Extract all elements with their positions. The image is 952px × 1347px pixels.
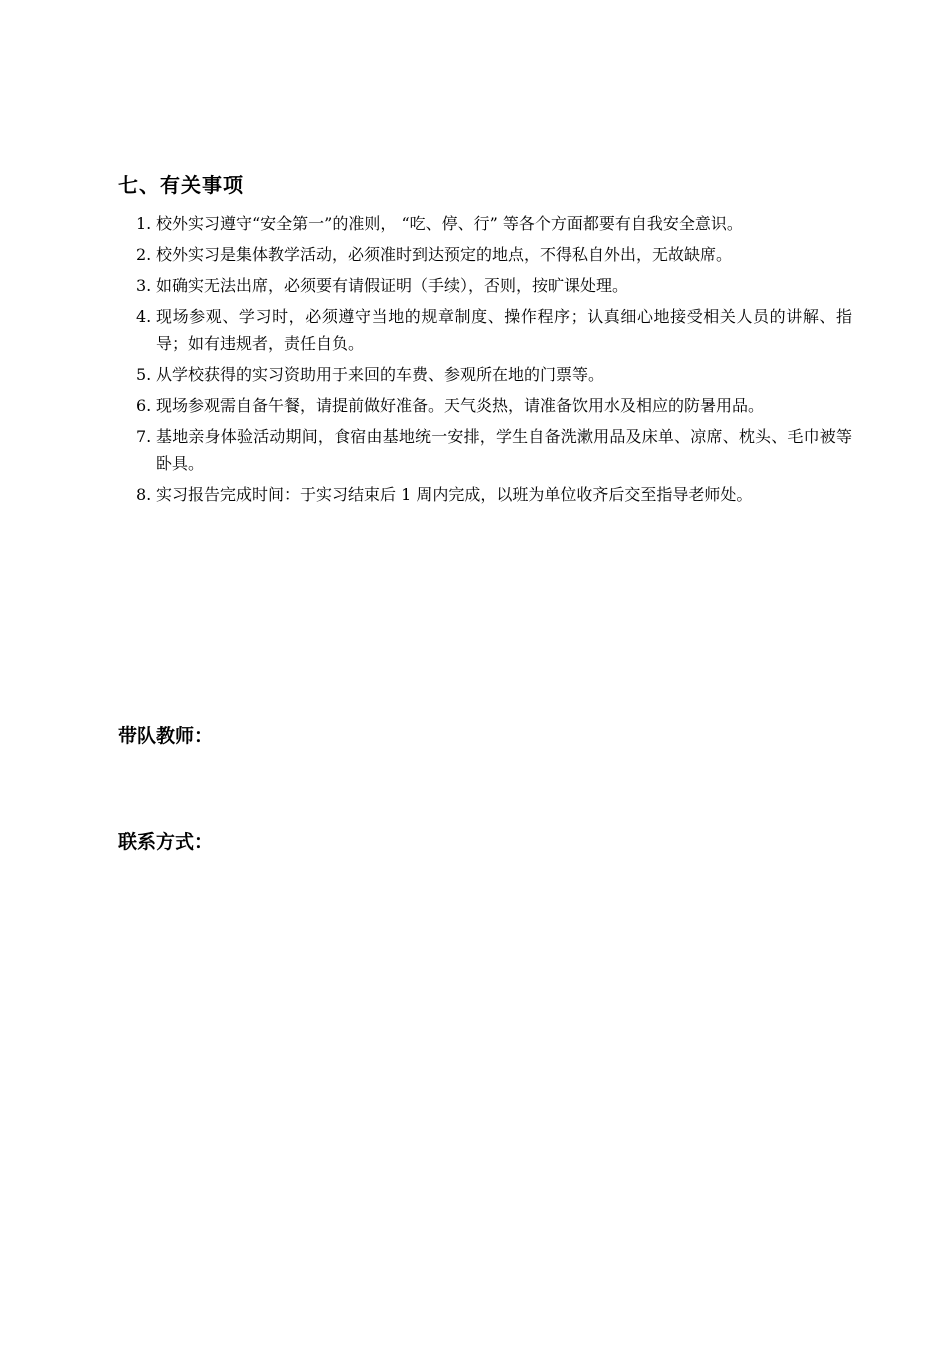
notes-list	[136, 210, 852, 512]
note-text: 实习报告完成时间：于实习结束后 1 周内完成，以班为单位收齐后交至指导老师处。	[156, 485, 753, 504]
note-number: 1.	[136, 214, 152, 233]
note-item-6	[136, 392, 852, 419]
contact-label: 联系方式：	[118, 831, 214, 853]
note-text: 现场参观需自备午餐，请提前做好准备。天气炎热，请准备饮用水及相应的防暑用品。	[156, 396, 765, 415]
note-item-3	[136, 272, 852, 299]
note-number: 8.	[136, 485, 152, 504]
note-item-5	[136, 361, 852, 388]
section-heading: 七、有关事项	[118, 173, 244, 197]
note-number: 5.	[136, 365, 152, 384]
note-number: 6.	[136, 396, 152, 415]
note-text: 基地亲身体验活动期间，食宿由基地统一安排，学生自备洗漱用品及床单、凉席、枕头、毛巾被等卧具。	[156, 427, 852, 473]
note-text: 校外实习遵守“安全第一”的准则， “吃、停、行” 等各个方面都要有自我安全意识。	[156, 214, 743, 233]
note-number: 7.	[136, 427, 152, 446]
note-number: 4.	[136, 307, 152, 326]
note-item-4	[136, 303, 852, 357]
note-number: 3.	[136, 276, 152, 295]
teacher-label: 带队教师：	[118, 725, 214, 747]
note-text: 如确实无法出席，必须要有请假证明（手续），否则，按旷课处理。	[156, 276, 629, 295]
note-number: 2.	[136, 245, 152, 264]
note-item-7	[136, 423, 852, 477]
note-text: 从学校获得的实习资助用于来回的车费、参观所在地的门票等。	[156, 365, 605, 384]
note-item-1	[136, 210, 852, 237]
note-text: 现场参观、学习时，必须遵守当地的规章制度、操作程序；认真细心地接受相关人员的讲解、指导；如有违规者，责任自负。	[156, 307, 852, 353]
note-text: 校外实习是集体教学活动，必须准时到达预定的地点，不得私自外出，无故缺席。	[156, 245, 733, 264]
note-item-8	[136, 481, 852, 508]
note-item-2	[136, 241, 852, 268]
